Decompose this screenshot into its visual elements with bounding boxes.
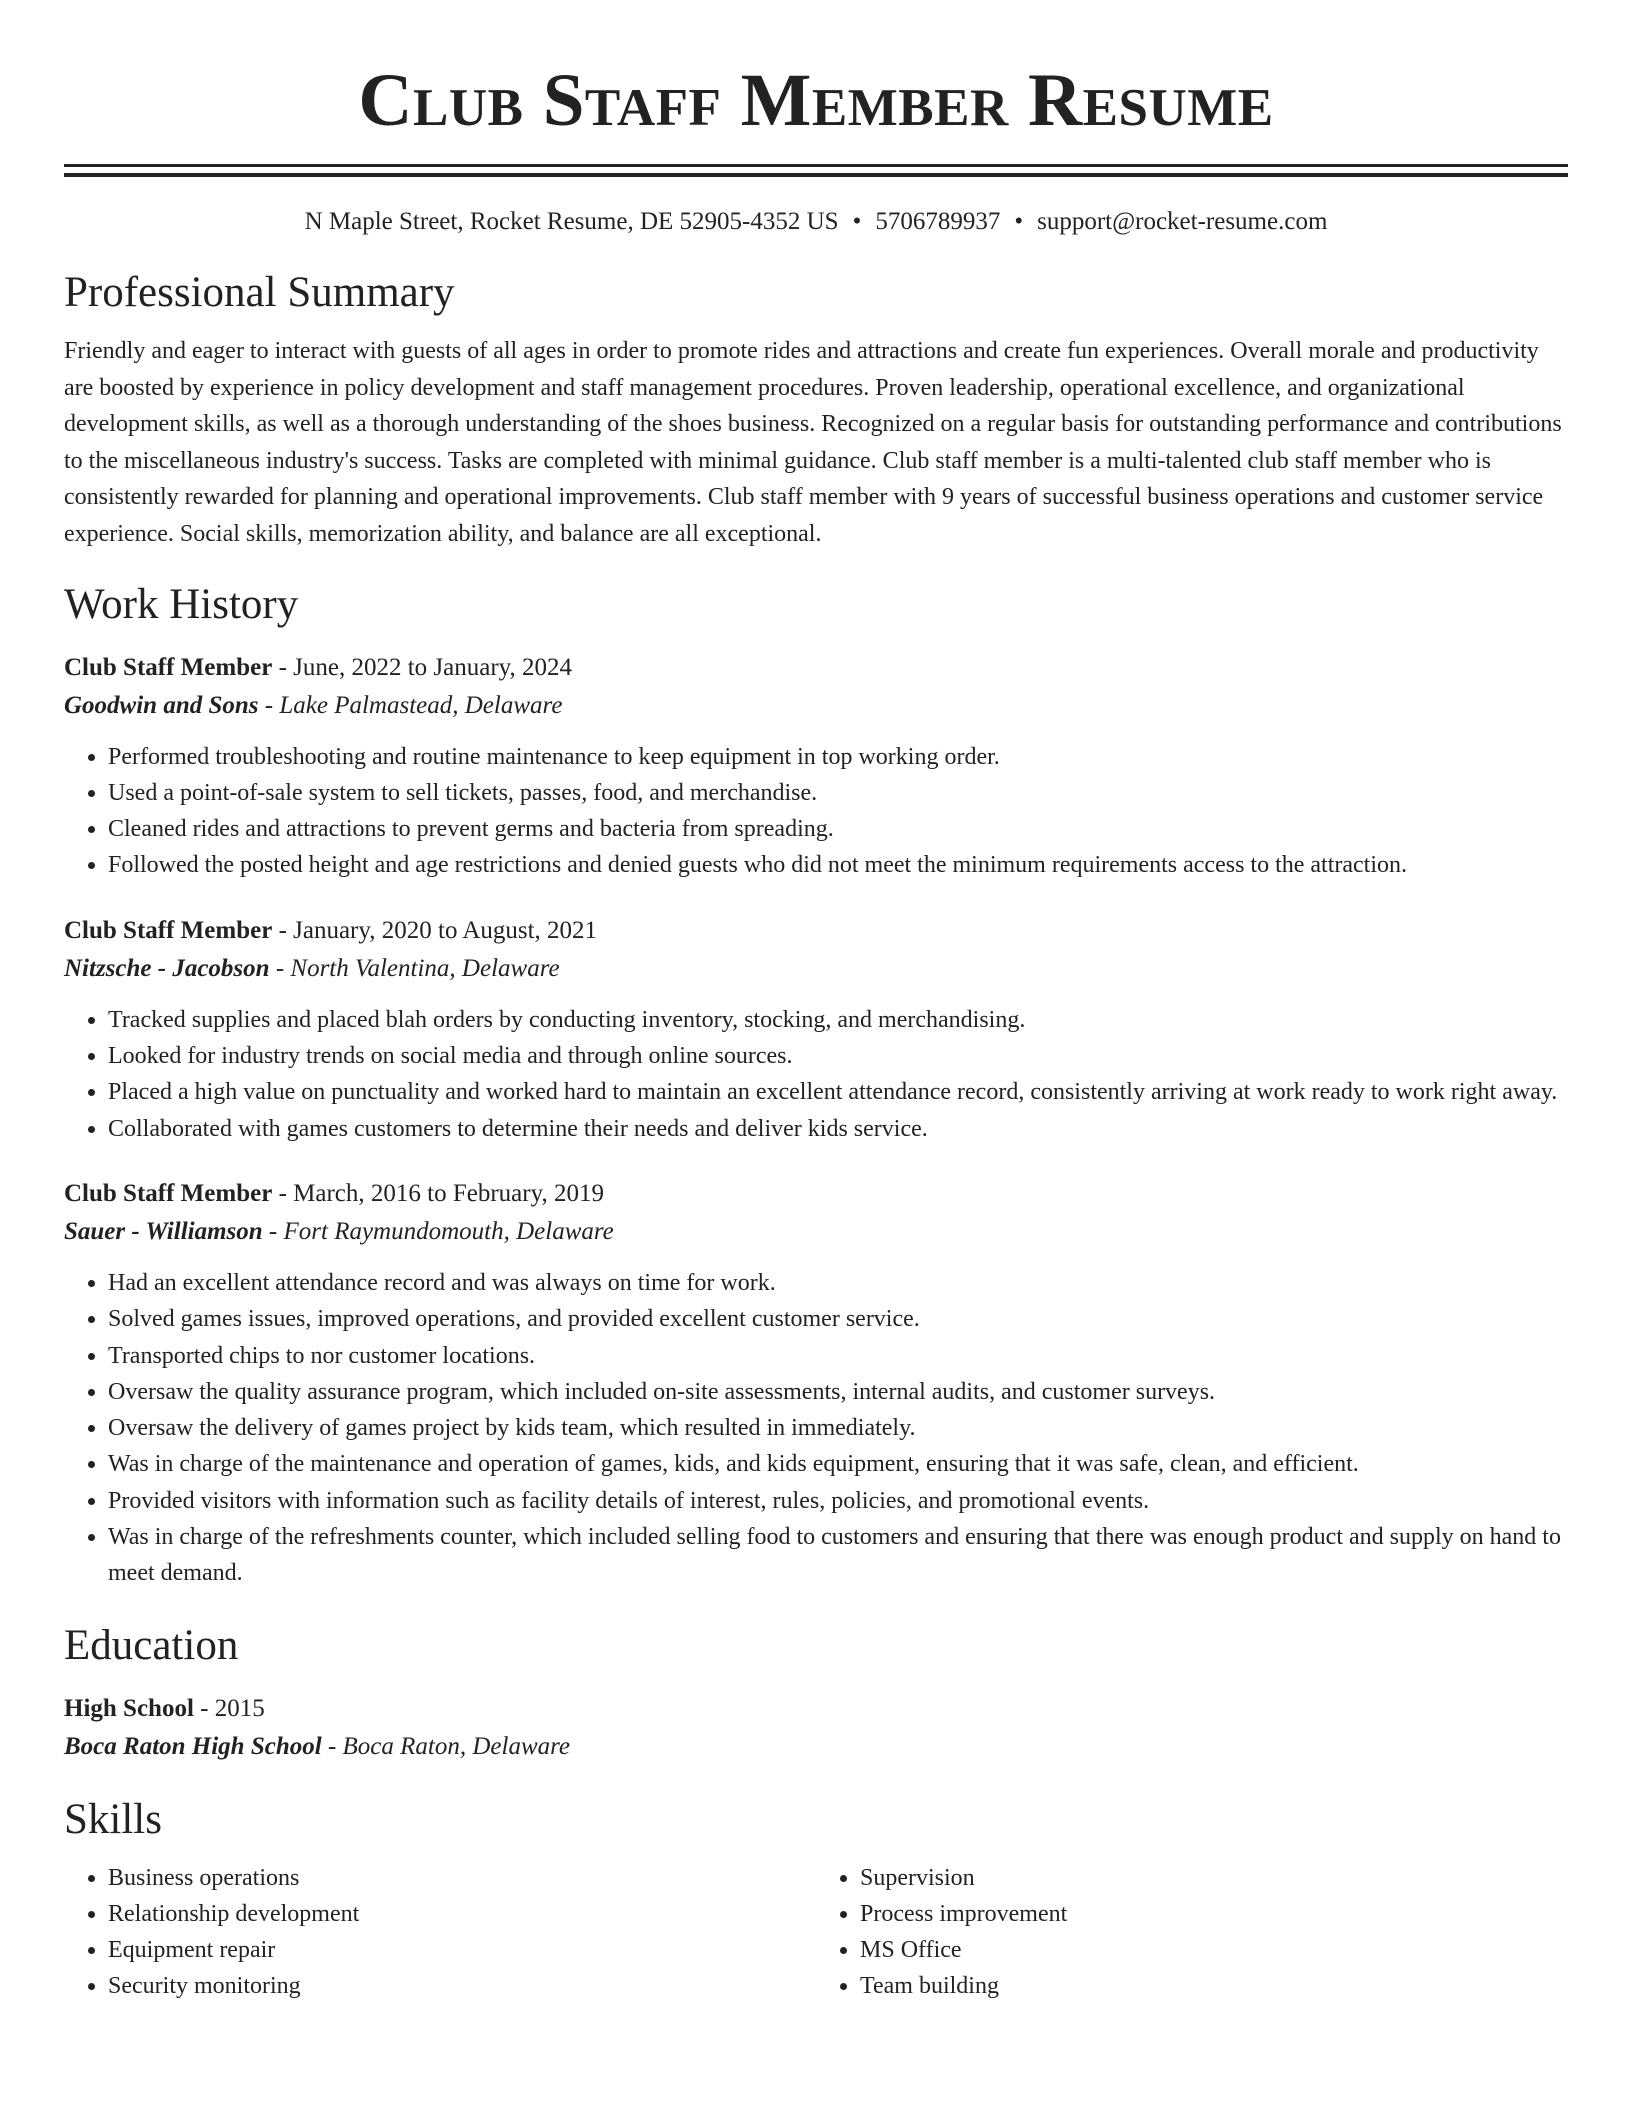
skill-item: • Security monitoring [108,1968,816,2004]
employer-line [64,687,1568,725]
list-item: • Used a point-of-sale system to sell tickets, passes, food, and merchandise. [108,775,1568,811]
title-rule-bottom [64,173,1568,177]
education-section [64,1620,1568,1766]
job-entry [64,649,1568,884]
skill-item: • Equipment repair [108,1932,816,1968]
list-item: • Followed the posted height and age restrictions and denied guests who did not meet the minimum requirements access to the attraction. [108,847,1568,883]
list-item: • Looked for industry trends on social media and through online sources. [108,1038,1568,1074]
employer-line [64,950,1568,988]
graduation-year: - 2015 [193,1694,265,1722]
job-duties-list [64,1265,1568,1592]
skill-item: • Supervision [860,1860,1568,1896]
job-entry [64,912,1568,1147]
skills-list-left [64,1860,816,2004]
job-dates: - March, 2016 to February, 2019 [272,1179,604,1207]
list-item: • Oversaw the quality assurance program, which included on-site assessments, internal audits, and customer surveys. [108,1374,1568,1410]
skills-heading: Skills [64,1795,162,1843]
list-item: • Tracked supplies and placed blah orders by conducting inventory, stocking, and merchandising. [108,1002,1568,1038]
contact-email: support@rocket-resume.com [1037,208,1328,235]
list-item: • Provided visitors with information such as facility details of interest, rules, policies, and promotional events. [108,1483,1568,1519]
contact-line [64,205,1568,239]
employer-location: - North Valentina, Delaware [269,954,560,982]
title-rule-top [64,164,1568,167]
skill-item: • Team building [860,1968,1568,2004]
skill-item: • Relationship development [108,1896,816,1932]
job-title-line [64,649,1568,687]
skills-list-right [816,1860,1568,2004]
job-title-line [64,1175,1568,1213]
school-line [64,1728,1568,1766]
degree: High School [64,1694,194,1722]
employer-location: - Fort Raymundomouth, Delaware [262,1217,614,1245]
job-duties-list [64,1002,1568,1147]
list-item: • Cleaned rides and attractions to prevent germs and bacteria from spreading. [108,811,1568,847]
list-item: • Was in charge of the maintenance and operation of games, kids, and kids equipment, ensuring that it was safe, clean, and efficient. [108,1446,1568,1482]
skills-columns [64,1860,1568,2004]
employer-line [64,1213,1568,1251]
school-name: Boca Raton High School [64,1732,322,1760]
education-entry [64,1690,1568,1766]
summary-text: Friendly and eager to interact with guests of all ages in order to promote rides and attractions and create fun experiences. Overall morale and productivity are boosted by experience in policy development and staff management procedures. Proven leadership, operational excellence, and organizational development skills, as well as a thorough understanding of the shoes business. Recognized on a regular basis for outstanding performance and contributions to the miscellaneous industry's success. Tasks are completed with minimal guidance. Club staff member is a multi-talented club staff member who is consistently rewarded for planning and operational improvements. Club staff member with 9 years of successful business operations and customer service experience. Social skills, memorization ability, and balance are all exceptional. [64,338,1562,547]
school-location: - Boca Raton, Delaware [321,1732,571,1760]
contact-phone: 5706789937 [875,208,1001,235]
job-title: Club Staff Member [64,653,273,681]
work-history-heading: Work History [64,580,299,628]
job-dates: - January, 2020 to August, 2021 [272,916,598,944]
job-entry [64,1175,1568,1592]
list-item: • Collaborated with games customers to determine their needs and deliver kids service. [108,1111,1568,1147]
list-item: • Had an excellent attendance record and was always on time for work. [108,1265,1568,1301]
employer-name: Sauer - Williamson [64,1217,263,1245]
contact-separator: • [852,208,862,235]
job-title-line [64,912,1568,950]
job-dates: - June, 2022 to January, 2024 [272,653,573,681]
job-title: Club Staff Member [64,916,273,944]
degree-line [64,1690,1568,1728]
list-item: • Was in charge of the refreshments counter, which included selling food to customers and ensuring that there was enough product and supply on hand to meet demand. [108,1519,1568,1592]
list-item: • Oversaw the delivery of games project by kids team, which resulted in immediately. [108,1410,1568,1446]
education-heading: Education [64,1621,239,1669]
list-item: • Performed troubleshooting and routine maintenance to keep equipment in top working order. [108,739,1568,775]
skill-item: • Business operations [108,1860,816,1896]
list-item: • Placed a high value on punctuality and worked hard to maintain an excellent attendance record, consistently arriving at work ready to work right away. [108,1074,1568,1110]
contact-address: N Maple Street, Rocket Resume, DE 52905-4352 US [304,208,839,235]
employer-location: - Lake Palmastead, Delaware [258,691,563,719]
work-history-section [64,579,1568,1592]
job-duties-list [64,739,1568,884]
job-title: Club Staff Member [64,1179,273,1207]
summary-section [64,267,1568,553]
employer-name: Goodwin and Sons [64,691,259,719]
skill-item: • Process improvement [860,1896,1568,1932]
resume-title: Club Staff Member Resume [358,59,1274,142]
contact-separator: • [1014,208,1024,235]
skills-section [64,1794,1568,2004]
skill-item: • MS Office [860,1932,1568,1968]
summary-heading: Professional Summary [64,269,455,316]
list-item: • Solved games issues, improved operations, and provided excellent customer service. [108,1301,1568,1337]
list-item: • Transported chips to nor customer locations. [108,1338,1568,1374]
employer-name: Nitzsche - Jacobson [64,954,270,982]
